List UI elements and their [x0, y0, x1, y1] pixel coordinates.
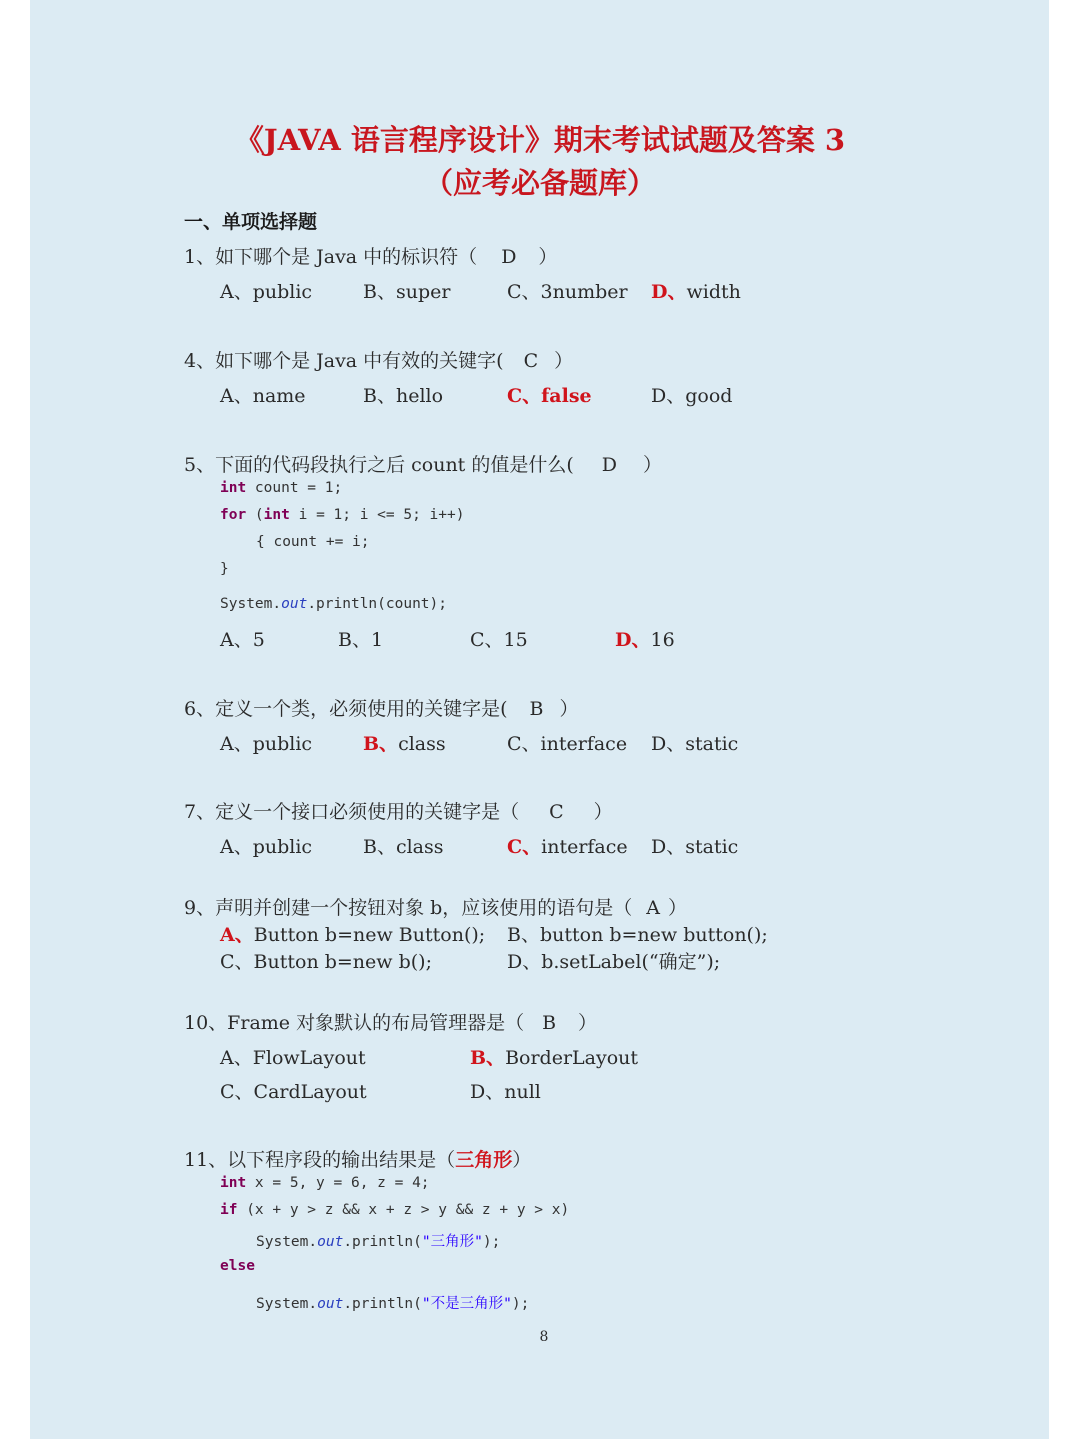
question-6-text: 6、定义一个类，必须使用的关键字是(: [184, 698, 508, 720]
question-1-close: ）: [538, 246, 558, 268]
question-10-text: 10、Frame 对象默认的布局管理器是（: [184, 1012, 525, 1034]
q1-correct-text: width: [686, 281, 741, 303]
q5-correct-text: 16: [650, 629, 675, 651]
q5-code-line-3: { count += i;: [256, 534, 370, 550]
q1-option-a: A、public: [220, 281, 313, 303]
question-1-answer: D: [501, 246, 517, 268]
q11-code-line-1: int x = 5, y = 6, z = 4;: [220, 1175, 430, 1191]
question-5: [184, 450, 662, 477]
question-7-answer: C: [549, 801, 564, 823]
question-11-close: ）: [512, 1149, 532, 1171]
q11-code-line-5: System.out.println("不是三角形");: [256, 1296, 530, 1312]
question-4-close: ）: [554, 350, 574, 372]
q10-option-c: C、CardLayout: [220, 1081, 367, 1103]
q7-option-a: A、public: [220, 836, 313, 858]
q5-correct-prefix: D、: [615, 629, 651, 651]
q5-code-line-2: for (int i = 1; i <= 5; i++): [220, 507, 465, 523]
q7-option-c: [507, 832, 628, 859]
section-heading: 一、单项选择题: [184, 211, 318, 233]
q10-option-b: [470, 1043, 638, 1070]
question-6-close: ）: [559, 698, 579, 720]
q4-option-d: D、good: [651, 385, 733, 407]
question-10: [184, 1008, 597, 1035]
q7-correct-text: interface: [541, 836, 628, 858]
question-6: [184, 694, 579, 721]
title-line-1: 《JAVA 语言程序设计》期末考试试题及答案 3: [234, 123, 846, 157]
question-11: [184, 1145, 531, 1172]
q6-option-b: [363, 729, 446, 756]
q4-option-c: [507, 381, 592, 408]
q7-option-b: B、class: [363, 836, 444, 858]
q11-code-line-3: System.out.println("三角形");: [256, 1234, 501, 1250]
q5-code-line-1: int count = 1;: [220, 480, 343, 496]
q9-option-a: [220, 920, 485, 947]
q6-option-d: D、static: [651, 733, 739, 755]
question-9: [184, 893, 687, 920]
q4-option-b: B、hello: [363, 385, 444, 407]
q1-correct-prefix: D、: [651, 281, 687, 303]
question-9-text: 9、声明并创建一个按钮对象 b，应该使用的语句是（: [184, 897, 633, 919]
title-line-2: （应考必备题库）: [423, 166, 656, 200]
q9-option-d: D、b.setLabel(“确定”);: [507, 951, 721, 973]
question-11-text: 11、以下程序段的输出结果是（: [184, 1149, 456, 1171]
q5-option-c: C、15: [470, 629, 528, 651]
q6-correct-text: class: [398, 733, 446, 755]
q9-correct-prefix: A、: [220, 924, 254, 946]
q1-option-c: C、3number: [507, 281, 628, 303]
question-10-close: ）: [578, 1012, 598, 1034]
q10-correct-text: BorderLayout: [505, 1047, 639, 1069]
question-1-text: 1、如下哪个是 Java 中的标识符（: [184, 246, 478, 268]
q6-option-c: C、interface: [507, 733, 628, 755]
q10-option-a: A、FlowLayout: [220, 1047, 366, 1069]
q4-correct-prefix: C、: [507, 385, 542, 407]
question-6-answer: B: [529, 698, 544, 720]
question-5-text: 5、下面的代码段执行之后 count 的值是什么(: [184, 454, 574, 476]
question-1: [184, 242, 557, 269]
question-4: [184, 346, 573, 373]
q7-option-d: D、static: [651, 836, 739, 858]
question-10-answer: B: [542, 1012, 557, 1034]
q10-option-d: D、null: [470, 1081, 541, 1103]
question-9-answer: A: [646, 897, 661, 919]
question-5-answer: D: [601, 454, 618, 476]
q11-code-line-4: else: [220, 1258, 255, 1274]
q6-option-a: A、public: [220, 733, 313, 755]
question-11-answer: 三角形: [455, 1149, 513, 1171]
question-4-text: 4、如下哪个是 Java 中有效的关键字(: [184, 350, 504, 372]
q5-code-line-5: System.out.println(count);: [220, 596, 447, 612]
q5-option-d: [615, 625, 675, 652]
q7-correct-prefix: C、: [507, 836, 542, 858]
q1-option-b: B、super: [363, 281, 451, 303]
q11-code-line-2: if (x + y > z && x + z > y && z + y > x): [220, 1202, 570, 1218]
q9-option-c: C、Button b=new b();: [220, 951, 432, 973]
q5-option-a: A、5: [220, 629, 265, 651]
q6-correct-prefix: B、: [363, 733, 399, 755]
q1-option-d: [651, 277, 741, 304]
question-4-answer: C: [523, 350, 539, 372]
question-9-close: ）: [668, 897, 688, 919]
question-7-close: ）: [593, 801, 613, 823]
q9-option-b: B、button b=new button();: [507, 924, 768, 946]
question-7-text: 7、定义一个接口必须使用的关键字是（: [184, 801, 520, 823]
question-7: [184, 797, 613, 824]
q5-code-line-4: }: [220, 561, 229, 577]
question-5-close: ）: [643, 454, 663, 476]
q9-correct-text: Button b=new Button();: [253, 924, 486, 946]
page-number: 8: [539, 1329, 549, 1345]
q4-correct-text: false: [541, 385, 592, 407]
q4-option-a: A、name: [220, 385, 306, 407]
q5-option-b: B、1: [338, 629, 384, 651]
q10-correct-prefix: B、: [470, 1047, 506, 1069]
